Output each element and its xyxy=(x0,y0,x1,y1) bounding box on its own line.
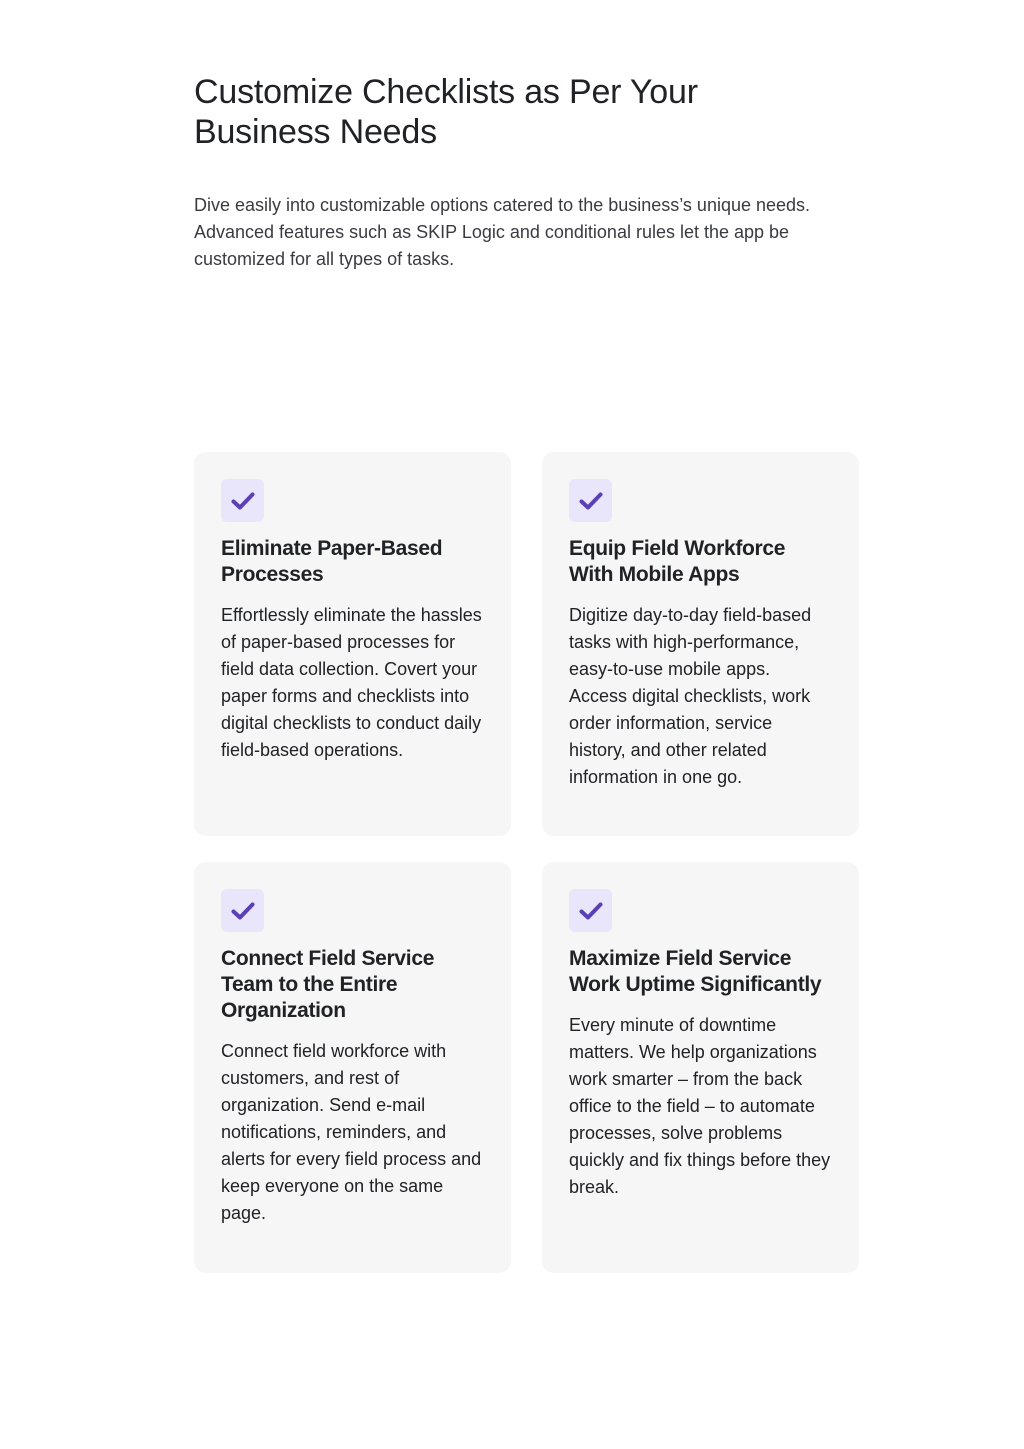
card-title: Connect Field Service Team to the Entire Organization xyxy=(221,947,435,1022)
check-icon xyxy=(221,889,264,932)
card-text: Effortlessly eliminate the hassles of paper-based processes for field data collection. Covert your paper forms and checklists into digital checklists to conduct daily field-based operations. xyxy=(221,605,482,760)
section-title xyxy=(194,72,834,152)
feature-card-paper xyxy=(194,452,511,836)
check-icon xyxy=(569,889,612,932)
feature-card-mobile xyxy=(542,452,859,836)
card-text: Connect field workforce with customers, and rest of organization. Send e-mail notifications, reminders, and alerts for every field process and keep everyone on the same page. xyxy=(221,1041,482,1223)
check-icon xyxy=(569,479,612,522)
feature-card-uptime xyxy=(542,862,859,1273)
card-title: Equip Field Workforce With Mobile Apps xyxy=(569,537,786,586)
card-text: Every minute of downtime matters. We help organizations work smarter – from the back office to the field – to automate processes, solve problems quickly and fix things before they break. xyxy=(569,1015,831,1197)
check-icon xyxy=(221,479,264,522)
feature-card-connect xyxy=(194,862,511,1273)
section-description: Dive easily into customizable options catered to the business’s unique needs. Advanced features such as SKIP Logic and conditional rules let the app be customized for all types of tasks. xyxy=(194,195,811,269)
card-title: Eliminate Paper-Based Processes xyxy=(221,537,443,586)
card-title: Maximize Field Service Work Uptime Significantly xyxy=(569,947,822,996)
card-text: Digitize day-to-day field-based tasks with high-performance, easy-to-use mobile apps. Access digital checklists, work order information, service history, and other related information in one go. xyxy=(569,605,812,787)
section-title-line-1: Customize Checklists as Per Your xyxy=(194,73,698,111)
section-title-line-2: Business Needs xyxy=(194,113,437,151)
